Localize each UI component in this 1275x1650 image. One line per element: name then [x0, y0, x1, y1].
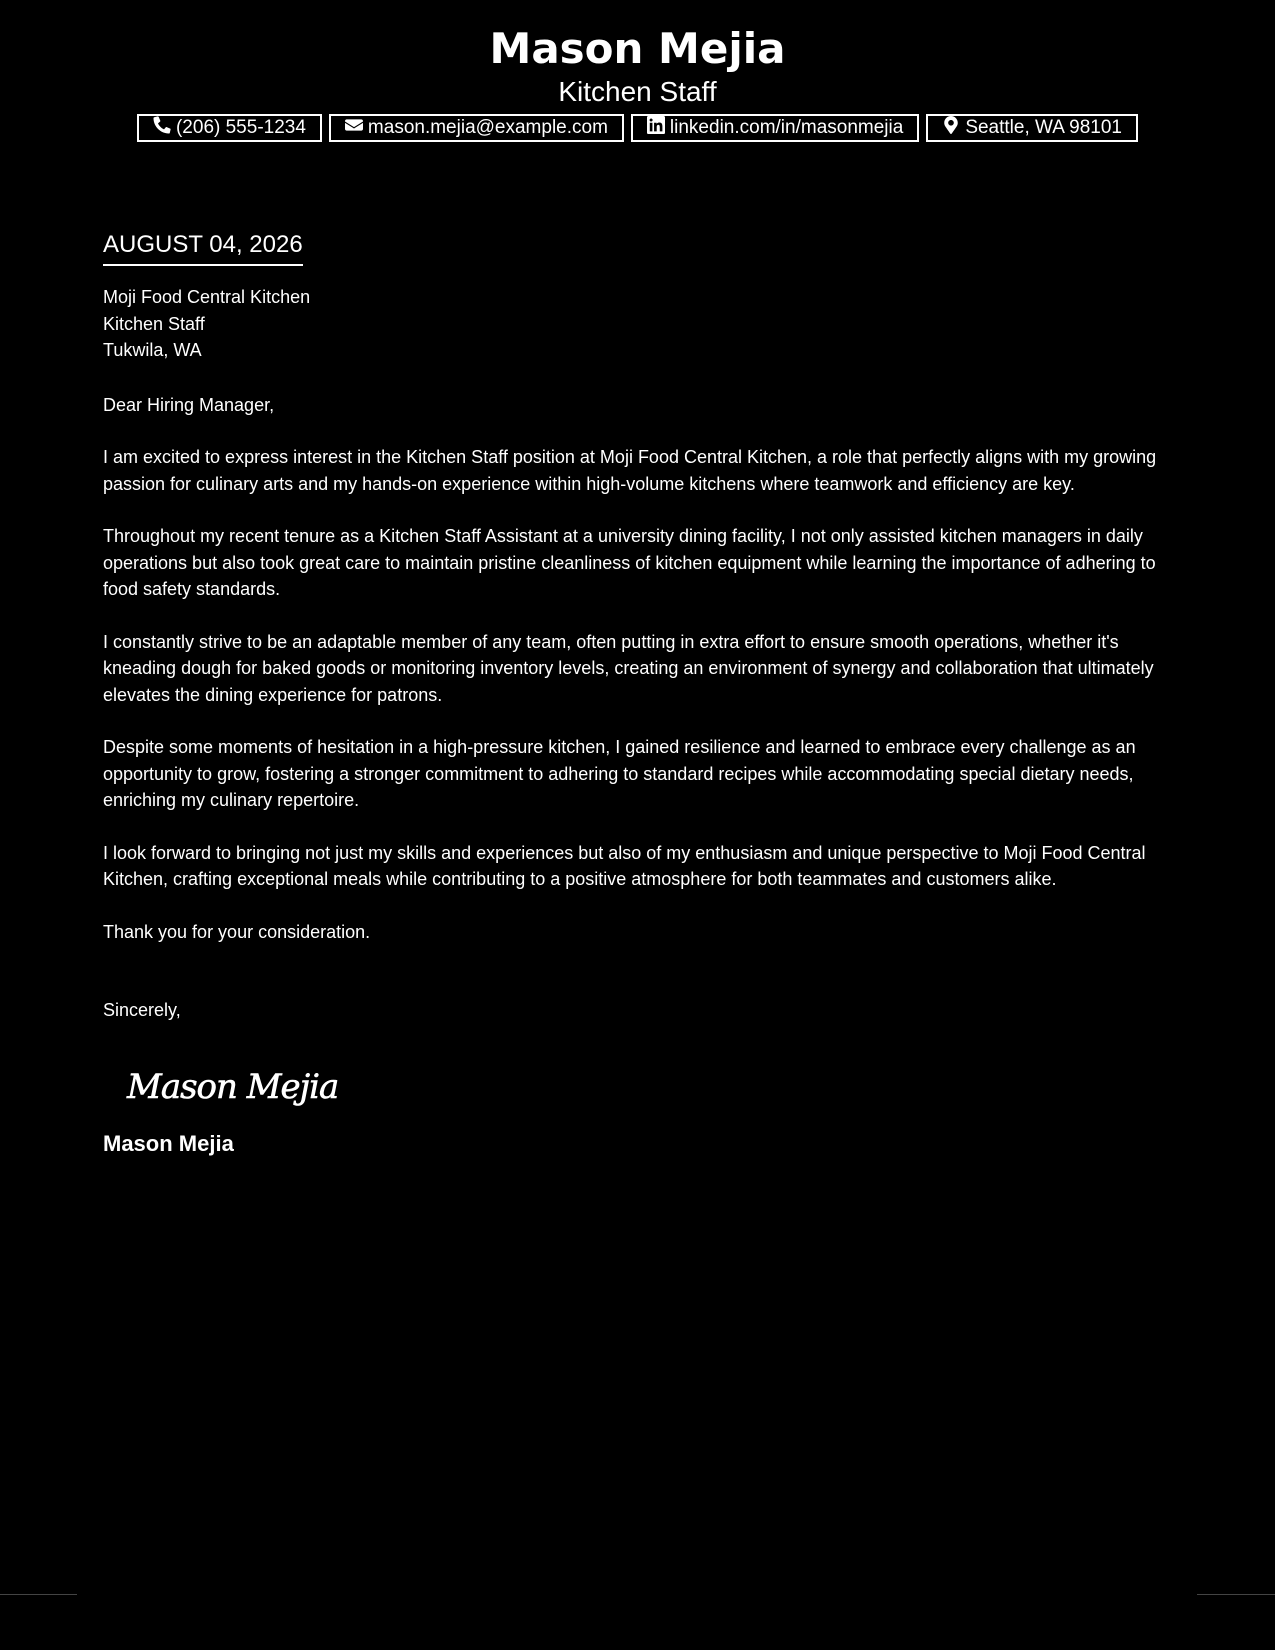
footer-divider-right — [1197, 1594, 1275, 1595]
recipient-location: Tukwila, WA — [103, 340, 202, 360]
contact-linkedin[interactable] — [631, 114, 919, 142]
linkedin-icon — [647, 116, 665, 141]
letter-closing: Sincerely, — [103, 1000, 181, 1020]
letter-paragraph: I constantly strive to be an adaptable member of any team, often putting in extra effort to ensure smooth operations, whether it's kneading dough for baked goods or monitoring inventory levels, creating an environment of synergy and collaboration that ultimately elevates the dining experience for patrons. — [103, 631, 1154, 705]
phone-icon — [153, 116, 171, 141]
contact-location[interactable] — [926, 114, 1138, 142]
cover-letter-body — [103, 228, 1173, 1158]
signature-text: Mason Mejia — [127, 1066, 339, 1107]
applicant-name: Mason Mejia — [489, 24, 786, 73]
letter-date: AUGUST 04, 2026 — [103, 228, 303, 266]
contact-email-text: mason.mejia@example.com — [367, 117, 608, 138]
resume-header — [0, 22, 1275, 108]
letter-paragraph: I am excited to express interest in the Kitchen Staff position at Moji Food Central Kitchen, a role that perfectly aligns with my growing passion for culinary arts and my hands-on experience within high-volume kitchens where teamwork and efficiency are key. — [103, 447, 1157, 494]
letter-paragraph: Despite some moments of hesitation in a high-pressure kitchen, I gained resilience and learned to embrace every challenge as an opportunity to grow, fostering a stronger commitment to adhering to standard recipes while accommodating special dietary needs, enriching my culinary repertoire. — [103, 737, 1136, 810]
recipient-position: Kitchen Staff — [103, 313, 205, 334]
contact-phone-text: (206) 555-1234 — [175, 117, 306, 138]
letter-paragraph: Throughout my recent tenure as a Kitchen Staff Assistant at a university dining facility, I not only assisted kitchen managers in daily operations but also took great care to maintain pristine cleanliness of kitchen equipment while learning the importance of adhering to food safety standards. — [103, 526, 1156, 599]
handwritten-signature — [125, 1054, 365, 1114]
map-marker-icon — [942, 116, 960, 141]
contact-phone[interactable] — [137, 114, 322, 142]
letter-greeting: Dear Hiring Manager, — [103, 394, 275, 415]
signer-name: Mason Mejia — [103, 1130, 234, 1156]
letter-thanks: Thank you for your consideration. — [103, 921, 371, 942]
contact-linkedin-text: linkedin.com/in/masonmejia — [669, 117, 904, 138]
footer-divider-left — [0, 1594, 77, 1595]
recipient-block — [103, 284, 1173, 364]
contact-bar — [0, 114, 1275, 142]
recipient-company: Moji Food Central Kitchen — [103, 287, 311, 307]
letter-paragraph: I look forward to bringing not just my skills and experiences but also of my enthusiasm and unique perspective to Moji Food Central Kitchen, crafting exceptional meals while contributing to a positive atmosphere for both teammates and customers alike. — [103, 842, 1146, 889]
contact-location-text: Seattle, WA 98101 — [965, 117, 1122, 138]
contact-email[interactable] — [329, 114, 624, 142]
applicant-title: Kitchen Staff — [558, 76, 717, 107]
envelope-icon — [345, 116, 363, 141]
